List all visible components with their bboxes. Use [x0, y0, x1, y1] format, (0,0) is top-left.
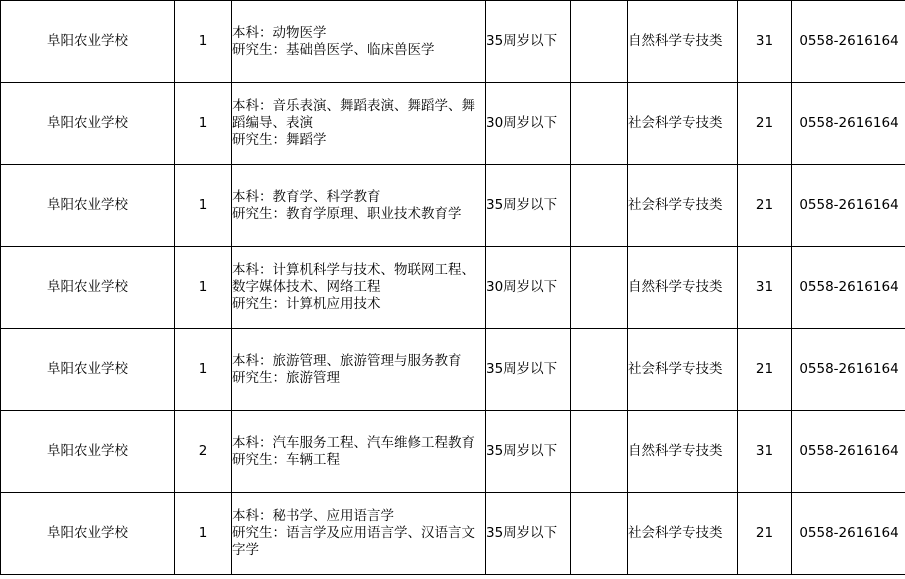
major-line: 本科：汽车服务工程、汽车维修工程教育: [232, 434, 475, 451]
contact-phone-cell: 0558-2616164: [792, 329, 905, 411]
headcount-cell: 1: [175, 165, 232, 247]
major-line: 研究生：语言学及应用语言学、汉语言文字学: [232, 525, 475, 558]
category-code-cell: 21: [738, 83, 792, 165]
employer-cell: 阜阳农业学校: [1, 165, 175, 247]
table-row: [1, 165, 905, 247]
contact-phone-cell: 0558-2616164: [792, 247, 905, 329]
major-line: 研究生：计算机应用技术: [232, 296, 381, 312]
major-requirement-cell: [232, 1, 486, 83]
table-body: [1, 1, 905, 575]
employer-cell: 阜阳农业学校: [1, 1, 175, 83]
major-line: 本科：动物医学: [232, 24, 327, 41]
empty-cell: [571, 83, 628, 165]
position-category-cell: 社会科学专技类: [628, 83, 738, 165]
table-row: [1, 329, 905, 411]
table-row: [1, 83, 905, 165]
empty-cell: [571, 1, 628, 83]
position-category-cell: 自然科学专技类: [628, 411, 738, 493]
major-line: 本科：秘书学、应用语言学: [232, 508, 394, 524]
category-code-cell: 21: [738, 165, 792, 247]
major-line: 研究生：旅游管理: [232, 369, 340, 386]
age-requirement-cell: 35周岁以下: [486, 165, 571, 247]
age-requirement-cell: 35周岁以下: [486, 493, 571, 575]
major-line: 本科：旅游管理、旅游管理与服务教育: [232, 352, 462, 369]
age-requirement-cell: 35周岁以下: [486, 1, 571, 83]
headcount-cell: 1: [175, 493, 232, 575]
major-line: 本科：教育学、科学教育: [232, 188, 381, 205]
contact-phone-cell: 0558-2616164: [792, 83, 905, 165]
major-line: 本科：音乐表演、舞蹈表演、舞蹈学、舞蹈编导、表演: [232, 98, 475, 131]
category-code-cell: 21: [738, 329, 792, 411]
major-line: 研究生：教育学原理、职业技术教育学: [232, 205, 462, 222]
age-requirement-cell: 30周岁以下: [486, 247, 571, 329]
contact-phone-cell: 0558-2616164: [792, 411, 905, 493]
empty-cell: [571, 165, 628, 247]
major-line: 本科：计算机科学与技术、物联网工程、数字媒体技术、网络工程: [232, 262, 475, 295]
major-requirement-cell: [232, 493, 486, 575]
major-requirement-cell: [232, 247, 486, 329]
employer-cell: 阜阳农业学校: [1, 493, 175, 575]
empty-cell: [571, 493, 628, 575]
contact-phone-cell: 0558-2616164: [792, 493, 905, 575]
employer-cell: 阜阳农业学校: [1, 83, 175, 165]
empty-cell: [571, 329, 628, 411]
employer-cell: 阜阳农业学校: [1, 411, 175, 493]
major-line: 研究生：基础兽医学、临床兽医学: [232, 41, 435, 58]
age-requirement-cell: 35周岁以下: [486, 329, 571, 411]
category-code-cell: 31: [738, 1, 792, 83]
headcount-cell: 1: [175, 247, 232, 329]
employer-cell: 阜阳农业学校: [1, 247, 175, 329]
table-row: [1, 1, 905, 83]
category-code-cell: 21: [738, 493, 792, 575]
empty-cell: [571, 411, 628, 493]
major-line: 研究生：舞蹈学: [232, 132, 327, 148]
age-requirement-cell: 30周岁以下: [486, 83, 571, 165]
major-requirement-cell: [232, 165, 486, 247]
position-category-cell: 自然科学专技类: [628, 247, 738, 329]
contact-phone-cell: 0558-2616164: [792, 165, 905, 247]
headcount-cell: 2: [175, 411, 232, 493]
table-row: [1, 247, 905, 329]
table-row: [1, 411, 905, 493]
headcount-cell: 1: [175, 329, 232, 411]
contact-phone-cell: 0558-2616164: [792, 1, 905, 83]
category-code-cell: 31: [738, 411, 792, 493]
position-category-cell: 社会科学专技类: [628, 329, 738, 411]
category-code-cell: 31: [738, 247, 792, 329]
position-category-cell: 社会科学专技类: [628, 493, 738, 575]
position-category-cell: 社会科学专技类: [628, 165, 738, 247]
position-category-cell: 自然科学专技类: [628, 1, 738, 83]
major-requirement-cell: [232, 329, 486, 411]
major-line: 研究生：车辆工程: [232, 451, 340, 468]
headcount-cell: 1: [175, 83, 232, 165]
empty-cell: [571, 247, 628, 329]
major-requirement-cell: [232, 411, 486, 493]
major-requirement-cell: [232, 83, 486, 165]
age-requirement-cell: 35周岁以下: [486, 411, 571, 493]
table-row: [1, 493, 905, 575]
headcount-cell: 1: [175, 1, 232, 83]
employer-cell: 阜阳农业学校: [1, 329, 175, 411]
